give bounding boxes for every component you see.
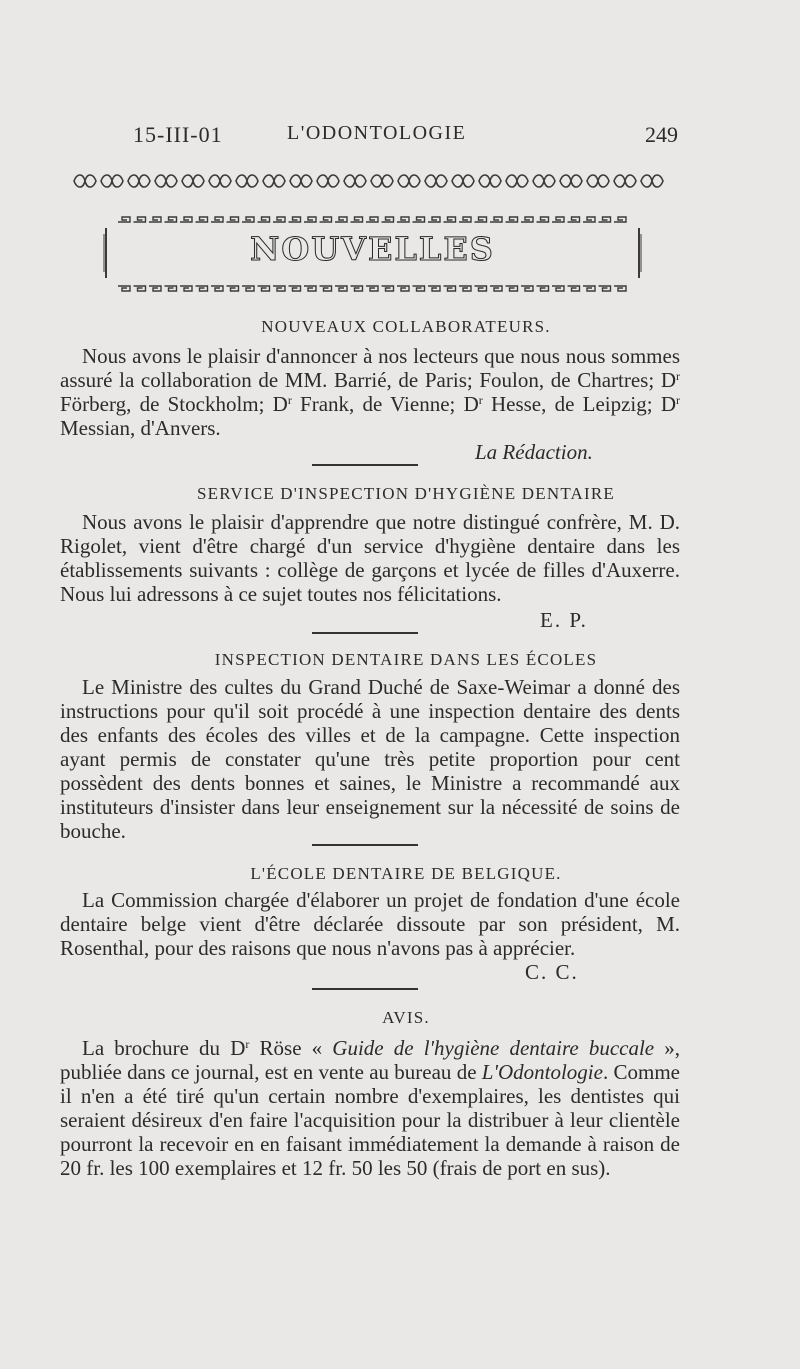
meander-motif-icon: [583, 217, 595, 222]
meander-motif-icon: [521, 217, 533, 222]
meander-motif-icon: [304, 286, 316, 291]
meander-motif-icon: [258, 286, 270, 291]
separator-rule: [312, 988, 418, 990]
meander-motif-icon: [258, 217, 270, 222]
meander-motif-icon: [599, 217, 611, 222]
meander-motif-icon: [521, 286, 533, 291]
meander-motif-icon: [583, 286, 595, 291]
meander-motif-icon: [444, 217, 456, 222]
article-signature: E. P.: [540, 608, 588, 632]
ornament-knot-icon: [560, 175, 582, 187]
meander-motif-icon: [273, 217, 285, 222]
meander-motif-icon: [413, 286, 425, 291]
ornament-band: [72, 170, 668, 192]
ornament-knot-icon: [614, 175, 636, 187]
meander-motif-icon: [475, 286, 487, 291]
meander-motif-icon: [304, 217, 316, 222]
ornament-knot-icon: [533, 175, 555, 187]
meander-motif-icon: [180, 286, 192, 291]
article-heading: AVIS.: [382, 1008, 430, 1027]
meander-motif-icon: [289, 217, 301, 222]
meander-motif-icon: [211, 217, 223, 222]
meander-motif-icon: [351, 286, 363, 291]
meander-motif-icon: [475, 217, 487, 222]
journal-title: L'ODONTOLOGIE: [287, 122, 467, 144]
meander-motif-icon: [165, 217, 177, 222]
ornament-knot-icon: [182, 175, 204, 187]
meander-motif-icon: [599, 286, 611, 291]
ornament-knot-icon: [506, 175, 528, 187]
ornament-knot-icon: [236, 175, 258, 187]
article-heading: NOUVEAUX COLLABORATEURS.: [261, 317, 551, 336]
article-body: La Commission chargée d'élaborer un projet de fondation d'une école dentaire belge vient d'être déclarée dissoute par son président, M. Rosenthal, pour des raisons que nous n'avons pas à apprécier.: [60, 888, 680, 960]
meander-motif-icon: [490, 217, 502, 222]
ornament-knot-icon: [290, 175, 312, 187]
meander-motif-icon: [366, 286, 378, 291]
meander-motif-icon: [335, 217, 347, 222]
ornament-knot-icon: [425, 175, 447, 187]
meander-motif-icon: [118, 217, 130, 222]
ornament-knot-icon: [641, 175, 663, 187]
ornament-knot-icon: [317, 175, 339, 187]
meander-motif-icon: [490, 286, 502, 291]
ornament-knot-icon: [209, 175, 231, 187]
meander-motif-icon: [211, 286, 223, 291]
article-heading: INSPECTION DENTAIRE DANS LES ÉCOLES: [214, 650, 598, 669]
article-body: La brochure du $D^r$ Röse « Guide de l'hygiène dentaire buccale », publiée dans ce journal, est en vente au bureau de L'Odontologie. Comme il n'en a été tiré qu'un certain nombre d'exemplaires, les dentistes qui seraient désireux d'en faire l'acquisition pour la distribuer à leur clientèle pourront la recevoir en en faisant immédiatement la demande à raison de 20 fr. les 100 exemplaires et 12 fr. 50 les 50 (frais de port en sus).: [60, 1036, 681, 1180]
meander-motif-icon: [134, 217, 146, 222]
meander-motif-icon: [568, 217, 580, 222]
meander-motif-icon: [552, 286, 564, 291]
meander-motif-icon: [506, 286, 518, 291]
meander-motif-icon: [413, 217, 425, 222]
ornament-knot-icon: [398, 175, 420, 187]
ornament-knot-icon: [101, 175, 123, 187]
meander-motif-icon: [335, 286, 347, 291]
meander-motif-icon: [227, 217, 239, 222]
meander-motif-icon: [568, 286, 580, 291]
separator-rule: [312, 844, 418, 846]
meander-motif-icon: [397, 217, 409, 222]
meander-motif-icon: [180, 217, 192, 222]
issue-date: 15-III-01: [133, 122, 223, 147]
meander-motif-icon: [118, 286, 130, 291]
meander-motif-icon: [366, 217, 378, 222]
meander-motif-icon: [459, 286, 471, 291]
ornament-knot-icon: [371, 175, 393, 187]
page-number: 249: [645, 122, 678, 147]
article-body: Nous avons le plaisir d'apprendre que notre distingué confrère, M. D. Rigolet, vient d'être chargé d'un service d'hygiène dentaire dans les établissements suivants : collège de garçons et lycée de filles d'Auxerre. Nous lui adressons à ce sujet toutes nos félicitations.: [60, 510, 680, 606]
article-heading: SERVICE D'INSPECTION D'HYGIÈNE DENTAIRE: [196, 484, 616, 503]
ornament-knot-icon: [452, 175, 474, 187]
ornament-knot-icon: [263, 175, 285, 187]
meander-motif-icon: [196, 286, 208, 291]
article-signature: La Rédaction.: [475, 440, 593, 464]
section-title: NOUVELLES: [250, 230, 495, 268]
meander-motif-icon: [382, 217, 394, 222]
meander-motif-icon: [149, 217, 161, 222]
article-body: Le Ministre des cultes du Grand Duché de Saxe-Weimar a donné des instructions pour qu'il soit procédé à une inspection dentaire des dents des enfants des écoles des villes et de la campagne. Cette inspection ayant permis de constater qu'une très petite proportion pour cent possèdent des dents bonnes et saines, le Ministre a recommandé aux instituteurs d'insister dans leur enseignement sur la nécessité de soins de bouche.: [60, 675, 680, 843]
meander-motif-icon: [537, 286, 549, 291]
meander-motif-icon: [614, 286, 626, 291]
meander-motif-icon: [273, 286, 285, 291]
meander-motif-icon: [552, 217, 564, 222]
ornament-knot-icon: [155, 175, 177, 187]
meander-motif-icon: [428, 217, 440, 222]
article-heading: L'ÉCOLE DENTAIRE DE BELGIQUE.: [250, 864, 562, 883]
meander-motif-icon: [397, 286, 409, 291]
ornament-knot-icon: [587, 175, 609, 187]
ornament-knot-icon: [128, 175, 150, 187]
meander-motif-icon: [289, 286, 301, 291]
separator-rule: [312, 464, 418, 466]
meander-motif-icon: [320, 217, 332, 222]
separator-rule: [312, 632, 418, 634]
meander-motif-icon: [459, 217, 471, 222]
meander-motif-icon: [614, 217, 626, 222]
meander-motif-icon: [196, 217, 208, 222]
article-signature: C. C.: [525, 960, 579, 984]
meander-motif-icon: [165, 286, 177, 291]
ornament-knot-icon: [74, 175, 96, 187]
meander-motif-icon: [242, 286, 254, 291]
meander-motif-icon: [320, 286, 332, 291]
meander-motif-icon: [351, 217, 363, 222]
ornament-knot-icon: [479, 175, 501, 187]
meander-motif-icon: [227, 286, 239, 291]
meander-motif-icon: [382, 286, 394, 291]
meander-motif-icon: [149, 286, 161, 291]
article-body: Nous avons le plaisir d'annoncer à nos lecteurs que nous nous sommes assuré la collaboration de MM. Barrié, de Paris; Foulon, de Chartres; $D^r$ Förberg, de Stockholm; $D^r$ Frank, de Vienne; $D^r$ Hesse, de Leipzig; $D^r$ Messian, d'Anvers.: [60, 344, 681, 440]
meander-motif-icon: [506, 217, 518, 222]
ornament-knot-icon: [344, 175, 366, 187]
meander-motif-icon: [537, 217, 549, 222]
meander-motif-icon: [444, 286, 456, 291]
meander-motif-icon: [134, 286, 146, 291]
meander-motif-icon: [428, 286, 440, 291]
meander-motif-icon: [242, 217, 254, 222]
